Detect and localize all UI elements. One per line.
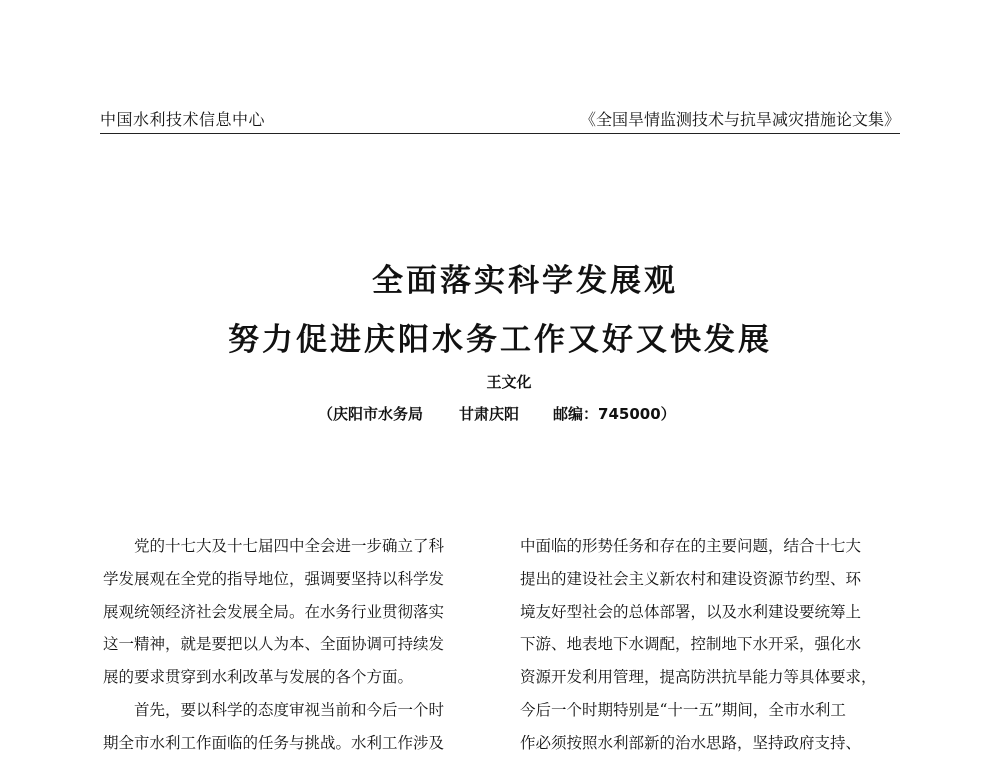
affiliation-postcode: 邮编：745000） — [553, 405, 676, 423]
paragraph-line: 学发展观在全党的指导地位，强调要坚持以科学发 — [103, 569, 445, 588]
paragraph-line: 展观统领经济社会发展全局。在水务行业贯彻落实 — [103, 602, 445, 621]
header-publisher: 中国水利技术信息中心 — [100, 110, 266, 129]
body-column-left — [103, 530, 485, 760]
header-collection-title: 《全国旱情监测技术与抗旱减灾措施论文集》 — [579, 110, 900, 129]
paragraph-line: 期全市水利工作面临的任务与挑战。水利工作涉及 — [103, 733, 445, 752]
paragraph-line: 作必须按照水利部新的治水思路，坚持政府支持、 — [520, 733, 862, 752]
paragraph-line: 下游、地表地下水调配，控制地下水开采，强化水 — [520, 635, 862, 654]
running-header — [100, 107, 900, 134]
article-title-line-2: 努力促进庆阳水务工作又好又快发展 — [228, 322, 772, 358]
paragraph-line: 展的要求贯穿到水利改革与发展的各个方面。 — [103, 668, 414, 687]
body-column-right — [520, 530, 902, 760]
author-affiliation — [318, 403, 676, 424]
paragraph-line: 中面临的形势任务和存在的主要问题，结合十七大 — [520, 537, 862, 555]
paragraph-line: 今后一个时期特别是“十一五”期间，全市水利工 — [520, 700, 846, 719]
paragraph-line: 境友好型社会的总体部署，以及水利建设要统筹上 — [520, 602, 862, 621]
paragraph-line: 资源开发利用管理，提高防洪抗旱能力等具体要求， — [520, 668, 877, 687]
paragraph-line: 这一精神，就是要把以人为本、全面协调可持续发 — [103, 635, 445, 654]
paragraph-line: 党的十七大及十七届四中全会进一步确立了科 — [134, 537, 445, 555]
article-title-line-1: 全面落实科学发展观 — [372, 263, 678, 299]
affiliation-place: 甘肃庆阳 — [459, 405, 520, 423]
affiliation-organization: （庆阳市水务局 — [318, 405, 424, 423]
paragraph-line: 提出的建设社会主义新农村和建设资源节约型、环 — [520, 569, 862, 588]
paragraph-line: 首先，要以科学的态度审视当前和今后一个时 — [134, 700, 445, 719]
author-name: 王文化 — [486, 373, 532, 391]
